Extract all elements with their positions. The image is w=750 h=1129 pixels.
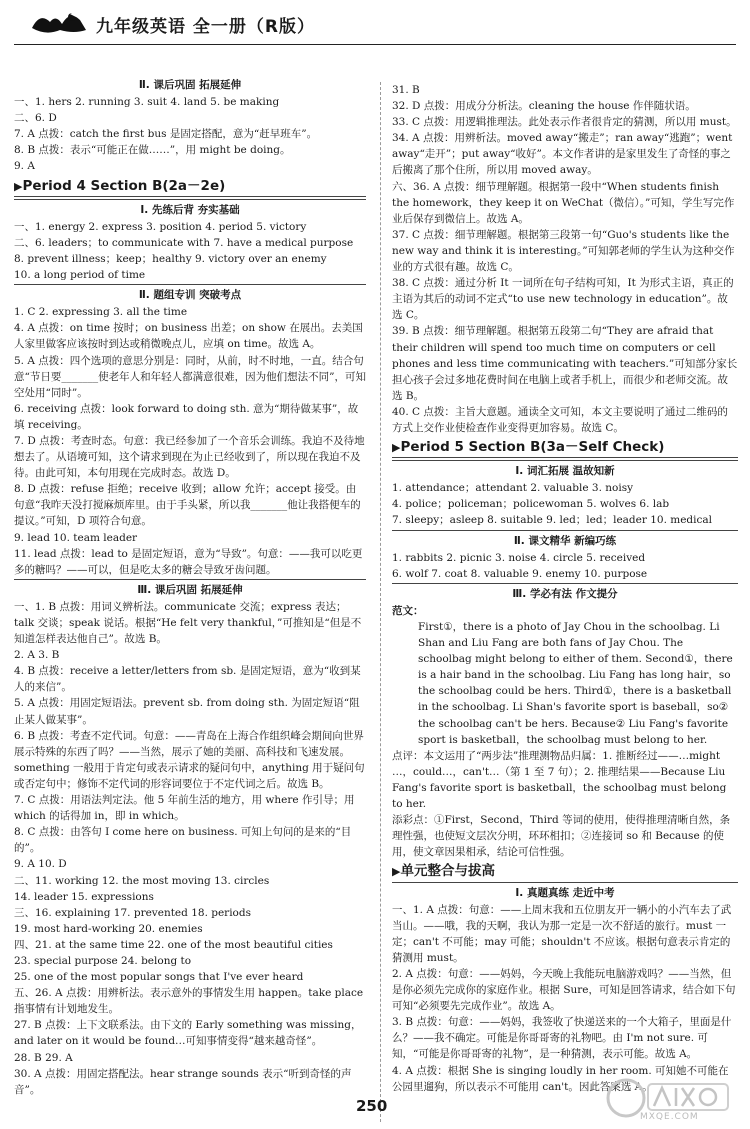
triangle-bullet-icon: ▶ — [392, 865, 401, 879]
answer-line-left-23: 2. A 3. B — [14, 649, 60, 662]
answer-line-left-16: 6. receiving 点拨：look forward to doing sth. 意为“期待做某事”，故填 receiving。 — [14, 402, 359, 431]
watermark-text: MXQE.COM — [640, 1112, 699, 1122]
answer-line-right-25: 2. A 点拨：句意：——妈妈，今天晚上我能玩电脑游戏吗？——当然，但是你必须先完成你的家庭作业。根据 Sure，可知是回答请求，结合如下句可知“必须要先完成作业”。故选 A。 — [392, 967, 736, 1013]
section-rule — [392, 457, 738, 458]
answer-line-right-27: 4. A 点拨：根据 She is singing loudly in her room. 可知她不可能在公园里遛狗，所以表示不可能用 can't。因此答案选 A。 — [392, 1064, 729, 1093]
answer-line-right-1: 32. D 点拨：用成分分析法。cleaning the house 作伴随状语。 — [392, 100, 696, 113]
answer-line-left-4: 8. B 点拨：表示“可能正在做……”，用 might be doing。 — [14, 144, 291, 157]
subsection-heading-right-14: Ⅱ. 课文精华 新编巧练 — [392, 530, 738, 549]
answer-line-left-1: 一、1. hers 2. running 3. suit 4. land 5. be making — [14, 96, 280, 109]
subsection-heading-left-7: Ⅰ. 先练后背 夯实基础 — [14, 199, 366, 218]
section-rule — [392, 882, 738, 883]
answer-line-left-5: 9. A — [14, 160, 35, 173]
triangle-bullet-icon: ▶ — [392, 441, 401, 455]
answer-line-right-0: 31. B — [392, 84, 420, 96]
publisher-logo-icon — [30, 8, 88, 38]
column-divider — [380, 82, 381, 1122]
answer-line-left-2: 二、6. D — [14, 112, 57, 125]
answer-line-left-39: 28. B 29. A — [14, 1051, 73, 1064]
answer-line-right-4: 六、36. A 点拨：细节理解题。根据第一段中“When students finish the homework，they keep it on WeChat（微信）。”可知，学生写完作业后保存到微信上。故选 A。 — [392, 180, 735, 225]
answer-line-left-38: 27. B 点拨：上下文联系法。由下文的 Early something was missing，and later on it would be found…可知事情变得“越来越奇怪”。 — [14, 1019, 362, 1048]
answer-line-right-21: 添彩点：①First，Second，Third 等词的使用，使得推理清晰自然，条理性强，也使短文层次分明，环环相扣；②连接词 so 和 Because 的使用，使文章因果相承，结论可信性强。 — [392, 814, 731, 859]
answer-line-right-19: First①，there is a photo of Jay Chou in the schoolbag. Li Shan and Liu Fang are both fans of Jay Chou. The schoolbag might belong to either of them. Second①，there is a hair band in the schoolbag. Liu Fang has long hair，so the schoolbag could be hers. Third①，there is a basketball in the schoolbag. Li Shan's favorite sport is baseball，so② the schoolbag can't be hers. Because② Liu Fang's favorite sport is basketball，the schoolbag must belong to her. — [418, 621, 733, 746]
answer-line-left-8: 一、1. energy 2. express 3. position 4. period 5. victory — [14, 220, 307, 233]
answer-line-left-3: 7. A 点拨：catch the first bus 是固定搭配，意为“赶早班车”。 — [14, 128, 318, 141]
answer-line-left-27: 7. C 点拨：用语法判定法。他 5 年前生活的地方，用 where 作引导；用 which 的话得加 in，即 in which。 — [14, 794, 355, 823]
answer-line-left-17: 7. D 点拨：考查时态。句意：我已经参加了一个音乐会训练。我迫不及待地想去了。从语境可知，这个请求到现在为止已经收到了，所以现在我迫不及待。由此可知，本句用现在完成时态。故选 D。 — [14, 434, 365, 480]
subsection-heading-right-17: Ⅲ. 学必有法 作文提分 — [392, 583, 738, 602]
answer-line-left-10: 8. prevent illness；keep；healthy 9. victory over an enemy — [14, 252, 327, 265]
book-title: 九年级英语 全一册（R版） — [96, 17, 316, 37]
answer-line-left-35: 23. special purpose 24. belong to — [14, 954, 192, 967]
subsection-heading-right-23: Ⅰ. 真题真练 走近中考 — [515, 886, 615, 899]
answer-line-left-25: 5. A 点拨：用固定短语法。prevent sb. from doing sth. 为固定短语“阻止某人做某事”。 — [14, 697, 360, 726]
answer-line-right-12: 4. police；policeman；policewoman 5. wolves 6. lab — [392, 498, 670, 511]
subsection-heading-left-21: Ⅲ. 课后巩固 拓展延伸 — [14, 579, 366, 598]
answer-line-right-13: 7. sleepy；asleep 8. suitable 9. led；led；leader 10. medical — [392, 514, 713, 527]
answer-line-right-11: 1. attendance；attendant 2. valuable 3. noisy — [392, 482, 634, 495]
subsection-heading-right-10: Ⅰ. 词汇拓展 温故知新 — [392, 460, 738, 479]
answer-line-right-18: 范文： — [392, 604, 424, 617]
answer-line-left-24: 4. B 点拨：receive a letter/letters from sb. 是固定短语，意为“收到某人的来信”。 — [14, 665, 361, 694]
section-heading-left-6: ▶Period 4 Section B(2a－2e) — [14, 177, 226, 194]
answer-line-right-8: 40. C 点拨：主旨大意题。通读全文可知，本文主要说明了通过二维码的方式上交作业使检查作业变得更加容易。故选 C。 — [392, 405, 728, 434]
answer-line-left-40: 30. A 点拨：用固定搭配法。hear strange sounds 表示“听到奇怪的声音”。 — [14, 1067, 352, 1096]
page-number: 250 — [356, 1097, 388, 1115]
answer-line-left-19: 9. lead 10. team leader — [14, 531, 138, 544]
answer-line-left-26: 6. B 点拨：考查不定代词。句意：——青岛在上海合作组织峰会期间向世界展示特殊的东西了吗？——当然，展示了她的美丽、高科技和飞速发展。something 一般用于肯定句或表示请求的疑问句中，anything 用于疑问句或否定句中；修饰不定代词的形容词要位于不定代词之后。故选 B。 — [14, 729, 365, 790]
answer-line-right-2: 33. C 点拨：用逻辑推理法。此处表示作者很肯定的猜测，所以用 must。 — [392, 116, 737, 129]
answer-line-left-9: 二、6. leaders；to communicate with 7. have a medical purpose — [14, 236, 354, 249]
answer-line-left-28: 8. C 点拨：由答句 I come here on business. 可知上句问的是来的“目的”。 — [14, 826, 352, 855]
answer-line-left-14: 4. A 点拨：on time 按时；on business 出差；on show 在展出。去美国人家里做客应该按时到达或稍微晚点儿，应填 on time。故选 A。 — [14, 322, 363, 351]
page-header — [14, 0, 736, 46]
triangle-bullet-icon: ▶ — [14, 179, 23, 193]
answer-line-right-7: 39. B 点拨：细节理解题。根据第五段第二句“They are afraid that their children will spend too much time on computers or cell phones and less time communicating with teachers.”可知部分家长担心孩子会过多地花费时间在电脑上或者手机上，而很少和老师交流。故选 B。 — [392, 325, 738, 402]
answer-line-right-16: 6. wolf 7. coat 8. valuable 9. enemy 10. purpose — [392, 567, 648, 580]
answer-line-right-6: 38. C 点拨：通过分析 It 一词所在句子结构可知，It 为形式主语，真正的主语为其后的动词不定式“to use new technology in education”。故选 C。 — [392, 277, 734, 322]
answer-line-right-20: 点评：本文运用了“两步法”推理测物品归属：1. 推断经过——…might …，could…，can't…（第 1 至 7 句）；2. 推理结果——Because Liu Fang's favorite sport is basketball，the schoolbag must belong to her. — [392, 749, 727, 811]
answer-line-right-5: 37. C 点拨：细节理解题。根据第三段第一句“Guo's students like the new way and think it is interesting。”可知郭老师的学生认为这种交作业的方式很有趣。故选 C。 — [392, 228, 735, 274]
left-column — [14, 76, 366, 1098]
answer-line-left-31: 14. leader 15. expressions — [14, 890, 154, 903]
answer-line-left-15: 5. A 点拨：四个选项的意思分别是：同时，从前，时不时地，一直。结合句意“节日要_______使老年人和年轻人都满意很难，因为他们想法不同”，可知空处用“同时”。 — [14, 354, 366, 399]
answer-line-right-15: 1. rabbits 2. picnic 3. noise 4. circle 5. received — [392, 551, 646, 564]
section-heading-right-9: ▶Period 5 Section B(3a－Self Check) — [392, 439, 665, 456]
answer-line-right-3: 34. A 点拨：用辨析法。moved away“搬走”；ran away“逃跑”；went away“走开”；put away“收好”。本文作者讲的是家里发生了奇怪的事之后搬离了那个住所，所以用 moved away。 — [392, 132, 733, 177]
header-rule — [14, 44, 736, 45]
answer-line-left-30: 二、11. working 12. the most moving 13. circles — [14, 874, 270, 887]
subsection-heading-left-0: Ⅱ. 课后巩固 拓展延伸 — [138, 79, 242, 91]
answer-line-left-29: 9. A 10. D — [14, 858, 67, 871]
answer-line-left-22: 一、1. B 点拨：用词义辨析法。communicate 交流；express 表达；talk 交谈；speak 说话。根据“He felt very thankful，”可推知是“但是不知道怎样表达他自己”。故选 B。 — [14, 600, 362, 646]
answer-line-left-32: 三、16. explaining 17. prevented 18. periods — [14, 906, 251, 919]
answer-line-left-34: 四、21. at the same time 22. one of the most beautiful cities — [14, 938, 333, 951]
answer-line-right-24: 一、1. A 点拨：句意：——上周末我和五位朋友开一辆小的小汽车去了武当山。——哦，我的天啊，我认为那一定是一次不舒适的旅行。must 一定；can't 不可能；may 可能；shouldn't 不应该。根据句意表示肯定的猜测用 must。 — [392, 903, 732, 964]
answer-line-left-36: 25. one of the most popular songs that I've ever heard — [14, 971, 304, 984]
answer-line-left-13: 1. C 2. expressing 3. all the time — [14, 306, 188, 319]
subsection-heading-left-12: Ⅱ. 题组专训 突破考点 — [14, 284, 366, 303]
answer-line-right-26: 3. B 点拨：句意：——妈妈，我签收了快递送来的一个大箱子，里面是什么？——我不确定。可能是你哥哥寄的礼物吧。由 I'm not sure. 可知，“可能是你哥哥寄的礼物”，是一种猜测，表示可能。故选 A。 — [392, 1016, 732, 1061]
answer-line-left-37: 五、26. A 点拨：用辨析法。表示意外的事情发生用 happen。take place 指事情有计划地发生。 — [14, 987, 364, 1016]
section-heading-right-22: ▶单元整合与拔高 — [392, 863, 495, 880]
answer-line-left-18: 8. D 点拨：refuse 拒绝；receive 收到；allow 允许；accept 接受。由句意“我昨天没打搅麻烦库里。由于手头紧，所以我_______他让我搭便车的提议。”可知，D 项符合句意。 — [14, 483, 361, 528]
right-column — [392, 82, 738, 1095]
section-rule — [14, 196, 366, 197]
answer-line-left-11: 10. a long period of time — [14, 269, 146, 282]
answer-line-left-33: 19. most hard-working 20. enemies — [14, 922, 203, 935]
answer-line-left-20: 11. lead 点拨：lead to 是固定短语，意为“导致”。句意：——我可以吃更多的糖吗？——可以，但是吃太多的糖会导致牙齿问题。 — [14, 547, 363, 576]
